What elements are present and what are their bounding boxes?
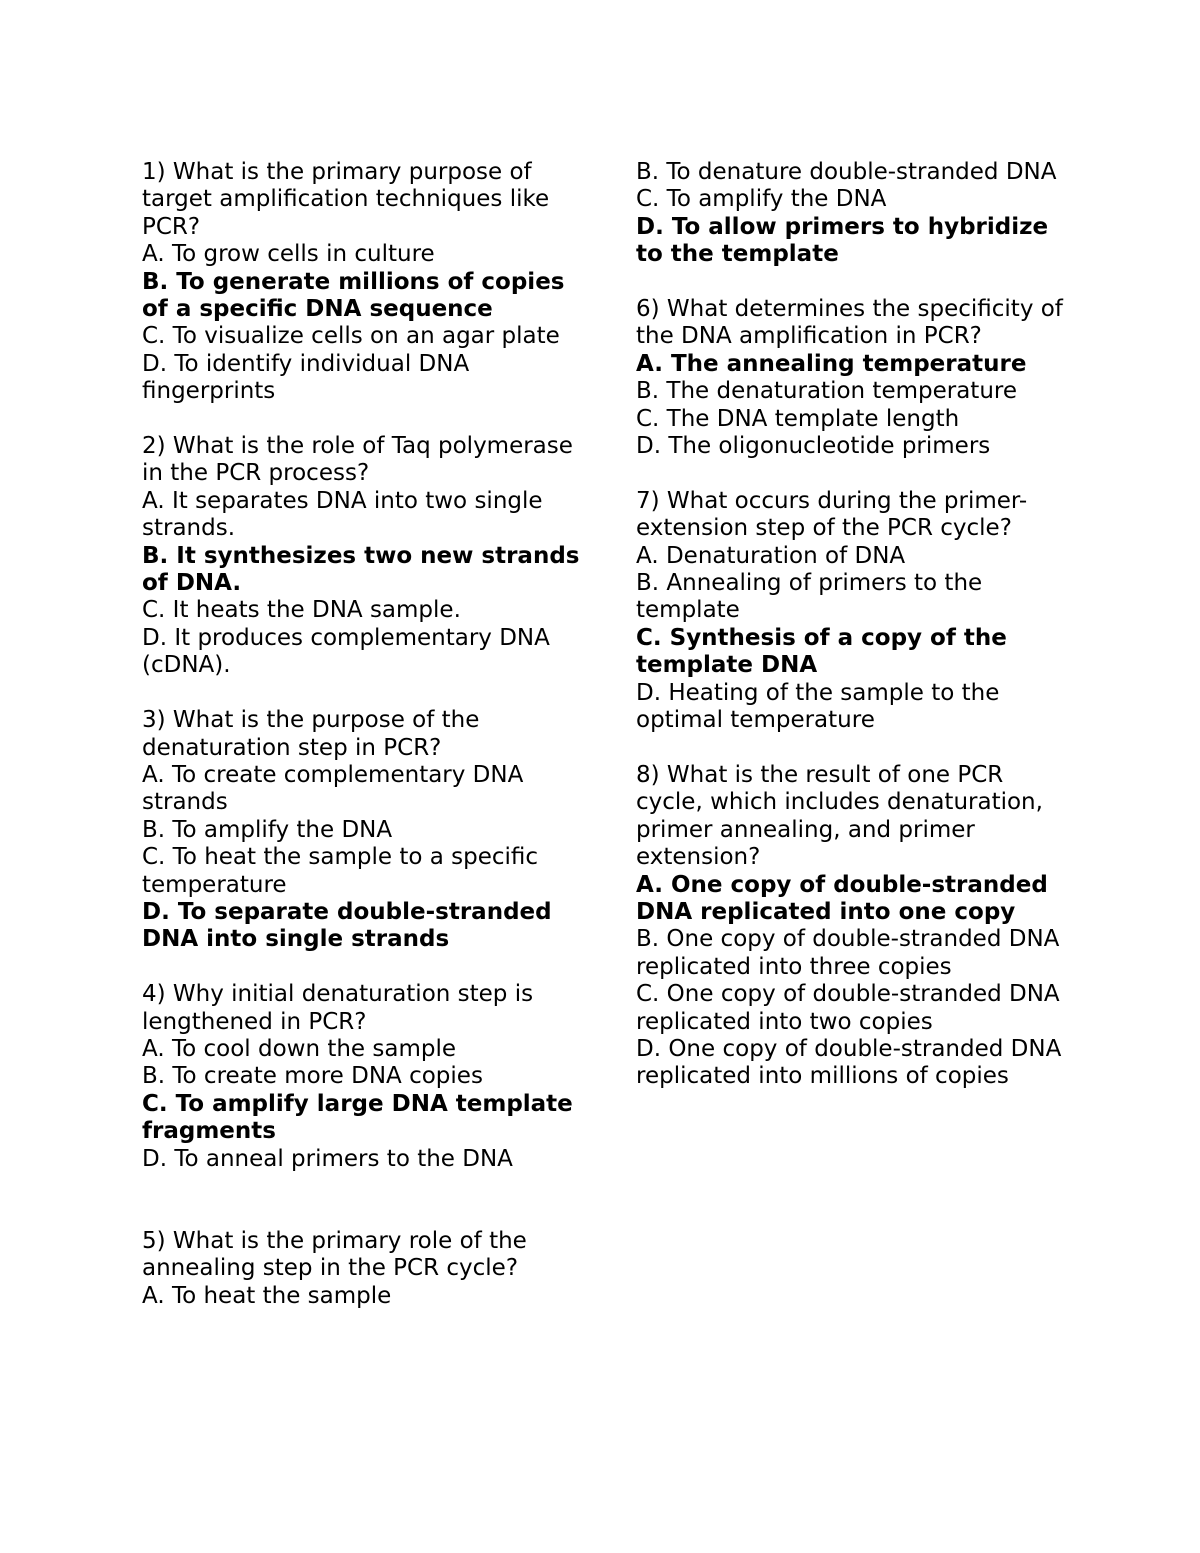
question-stem: 5) What is the primary role of the annealing step in the PCR cycle? xyxy=(142,1227,527,1282)
answer-option: D. The oligonucleotide primers xyxy=(636,433,991,460)
answer-option: D. To identify individual DNA fingerprints xyxy=(142,350,470,405)
answer-option: B. To amplify the DNA xyxy=(142,816,393,843)
answer-option: D. One copy of double-stranded DNA replicated into millions of copies xyxy=(636,1035,1062,1090)
answer-option: C. To heat the sample to a specific temperature xyxy=(142,844,539,898)
answer-option: D. It produces complementary DNA (cDNA). xyxy=(142,624,550,679)
answer-option: A. To grow cells in culture xyxy=(142,241,435,268)
answer-option: C. To amplify the DNA xyxy=(636,186,887,213)
answer-option: A. Denaturation of DNA xyxy=(636,542,906,569)
answer-option: C. It heats the DNA sample. xyxy=(142,597,461,624)
question-stem: 7) What occurs during the primer-extension step of the PCR cycle? xyxy=(636,487,1028,542)
correct-answer-option: D. To separate double-stranded DNA into single strands xyxy=(142,898,552,953)
answer-option: C. One copy of double-stranded DNA replicated into two copies xyxy=(636,981,1060,1035)
answer-option: D. Heating of the sample to the optimal temperature xyxy=(636,679,1000,734)
correct-answer-option: C. To amplify large DNA template fragments xyxy=(142,1090,573,1145)
answer-option: D. To anneal primers to the DNA xyxy=(142,1145,513,1172)
left-column xyxy=(142,159,582,1337)
question-block xyxy=(636,296,1076,460)
answer-option: A. To create complementary DNA strands xyxy=(142,761,524,816)
answer-option: A. To cool down the sample xyxy=(142,1035,457,1062)
correct-answer-option: B. It synthesizes two new strands of DNA. xyxy=(142,542,580,597)
answer-option: A. It separates DNA into two single strands. xyxy=(142,487,543,542)
answer-option: B. One copy of double-stranded DNA replicated into three copies xyxy=(636,926,1060,980)
question-block xyxy=(142,433,582,680)
answer-option: B. To create more DNA copies xyxy=(142,1063,483,1090)
correct-answer-option: D. To allow primers to hybridize to the template xyxy=(636,213,1049,268)
question-block xyxy=(142,159,582,406)
answer-option: B. The denaturation temperature xyxy=(636,378,1017,405)
correct-answer-option: B. To generate millions of copies of a specific DNA sequence xyxy=(142,268,565,323)
answer-option: B. To denature double-stranded DNA xyxy=(636,159,1057,185)
answer-option: B. Annealing of primers to the template xyxy=(636,570,983,624)
right-column xyxy=(636,159,1076,1118)
question-block xyxy=(142,981,582,1173)
question-stem: 1) What is the primary purpose of target amplification techniques like PCR? xyxy=(142,159,550,240)
correct-answer-option: A. One copy of double-stranded DNA replicated into one copy xyxy=(636,871,1048,925)
answer-option: C. The DNA template length xyxy=(636,405,960,432)
correct-answer-option: C. Synthesis of a copy of the template DNA xyxy=(636,624,1007,679)
answer-option: A. To heat the sample xyxy=(142,1282,392,1309)
question-block xyxy=(142,1228,582,1310)
question-block xyxy=(636,488,1076,735)
question-stem: 2) What is the role of Taq polymerase in the PCR process? xyxy=(142,433,573,487)
answer-option: C. To visualize cells on an agar plate xyxy=(142,323,560,350)
question-block xyxy=(636,762,1076,1091)
question-stem: 3) What is the purpose of the denaturation step in PCR? xyxy=(142,707,480,761)
question-block xyxy=(636,159,1076,269)
question-stem: 8) What is the result of one PCR cycle, which includes denaturation, primer annealing, and primer extension? xyxy=(636,761,1043,871)
question-stem: 6) What determines the specificity of the DNA amplification in PCR? xyxy=(636,296,1063,350)
question-block xyxy=(142,707,582,954)
correct-answer-option: A. The annealing temperature xyxy=(636,350,1027,377)
question-stem: 4) Why initial denaturation step is lengthened in PCR? xyxy=(142,981,534,1035)
